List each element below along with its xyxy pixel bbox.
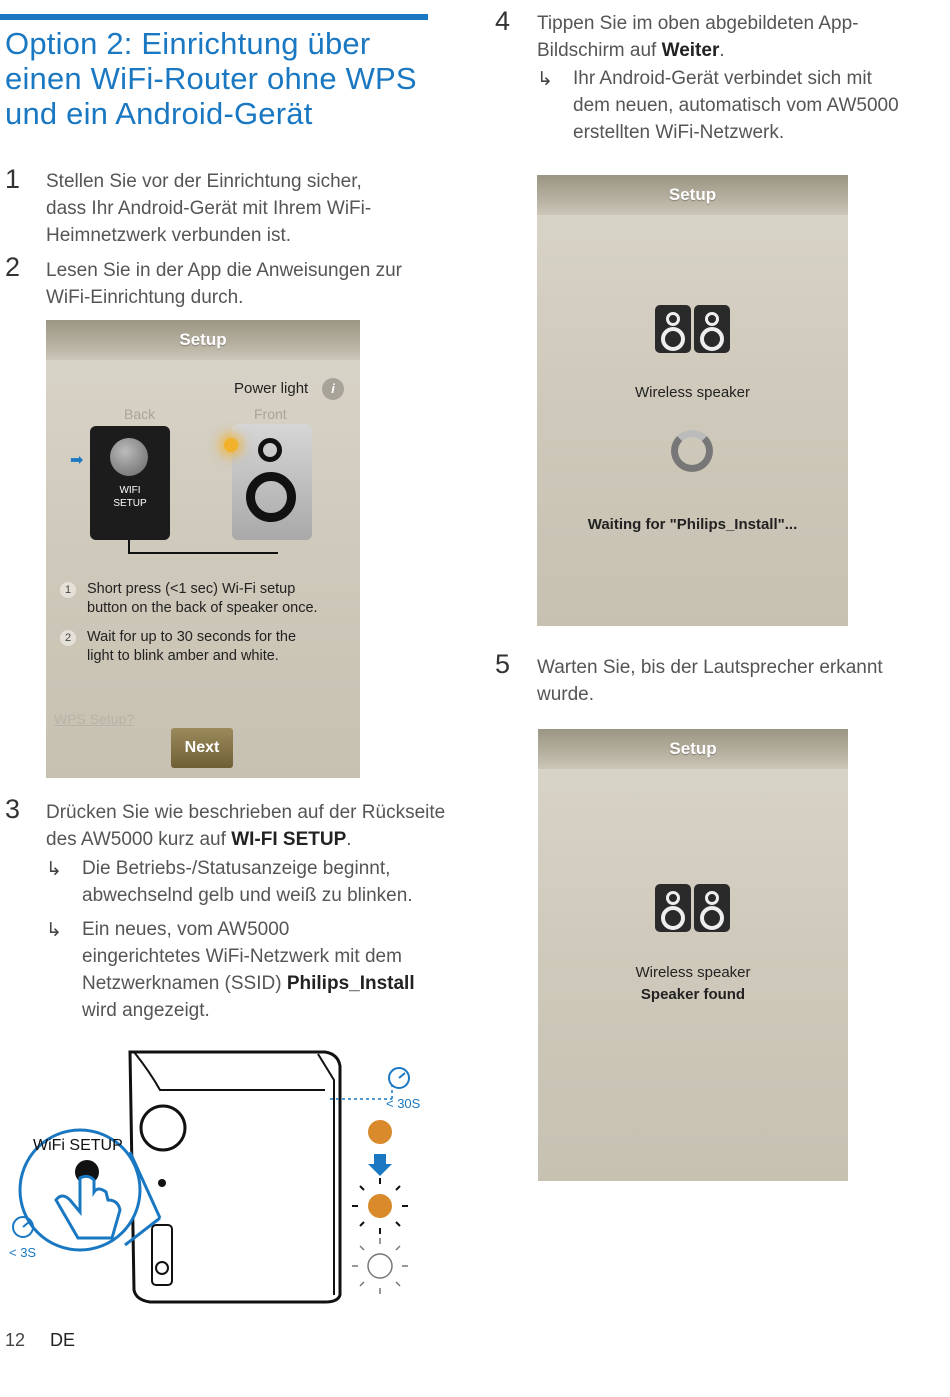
- speaker-front: [232, 424, 312, 540]
- info-icon[interactable]: i: [322, 378, 344, 400]
- instruction-number: 1: [60, 582, 76, 598]
- step-4-text: [537, 10, 937, 64]
- device-label: Wireless speaker: [635, 964, 751, 981]
- text-line: Stellen Sie vor der Einrichtung sicher,: [46, 171, 362, 192]
- language-code: DE: [50, 1330, 76, 1350]
- wifi-setup-button: [110, 438, 148, 476]
- screen-title: Setup: [538, 729, 848, 769]
- text-line: Warten Sie, bis der Lautsprecher erkannt: [537, 657, 883, 678]
- step-number: 2: [5, 252, 21, 282]
- app-screen-speaker-found: [538, 729, 848, 1181]
- speaker-icon: [694, 305, 730, 353]
- step-5-text: [537, 654, 937, 708]
- step-3-text: [46, 799, 446, 853]
- page-title: [5, 26, 435, 131]
- text-line: dem neuen, automatisch vom AW5000: [573, 95, 899, 116]
- text-line: dass Ihr Android-Gerät mit Ihrem WiFi-: [46, 198, 372, 219]
- loading-spinner-icon: [671, 430, 713, 472]
- text-line: Lesen Sie in der App die Anweisungen zur: [46, 260, 402, 281]
- text-line: des AW5000 kurz auf WI-FI SETUP.: [46, 829, 352, 850]
- speaker-back: [90, 426, 170, 540]
- amber-blinking-light-icon: [368, 1194, 392, 1218]
- wait-time-label: < 30S: [386, 1096, 421, 1111]
- text-line: Tippen Sie im oben abgebildeten App-: [537, 13, 859, 34]
- app-screen-setup-instructions: [46, 320, 360, 778]
- amber-light-icon: [368, 1120, 392, 1144]
- text-line: wird angezeigt.: [82, 1000, 210, 1021]
- speaker-found-status: Speaker found: [640, 986, 746, 1003]
- title-line: Option 2: Einrichtung über: [5, 26, 371, 61]
- instruction-1: [87, 580, 318, 618]
- step-3-result-1: [82, 855, 442, 909]
- text-line: Drücken Sie wie beschrieben auf der Rückseite: [46, 802, 446, 823]
- heading-rule: [0, 14, 428, 20]
- instruction-number: 2: [60, 630, 76, 646]
- power-light-label: Power light: [234, 380, 309, 397]
- text-line: Bildschirm auf Weiter.: [537, 40, 725, 61]
- waiting-status: Waiting for "Philips_Install"...: [587, 516, 798, 533]
- arrow-right-icon: ➡: [70, 452, 84, 469]
- text-line: Heimnetzwerk verbunden ist.: [46, 225, 291, 246]
- screen-title: Setup: [537, 175, 848, 215]
- step-number: 5: [495, 649, 511, 679]
- speaker-port: [141, 1106, 185, 1150]
- press-time-label: < 3S: [9, 1245, 37, 1260]
- wifi-btn-label: WIFI: [119, 485, 141, 496]
- app-screen-waiting: [537, 175, 848, 626]
- callout-label: WiFi SETUP: [33, 1137, 123, 1154]
- device-label: Wireless speaker: [634, 384, 751, 401]
- step-1-text: [46, 168, 436, 249]
- wifi-btn-label: SETUP: [113, 498, 147, 509]
- speaker-icon: [694, 884, 730, 932]
- page-number: 12: [5, 1330, 26, 1350]
- step-2-text: [46, 257, 436, 311]
- back-label: Back: [124, 406, 156, 422]
- front-label: Front: [254, 406, 287, 422]
- step-3-result-2: [82, 916, 442, 1024]
- step-number: 3: [5, 794, 21, 824]
- woofer-icon: [246, 472, 296, 522]
- result-arrow-icon: ↳: [46, 920, 62, 941]
- white-blinking-light-icon: [368, 1254, 392, 1278]
- speaker-jack: [158, 1179, 166, 1187]
- text-line: Netzwerknamen (SSID) Philips_Install: [82, 973, 415, 994]
- instruction-2: [87, 628, 296, 666]
- arrow-down-icon: [368, 1154, 392, 1176]
- text-line: wurde.: [537, 684, 595, 705]
- text-line: Die Betriebs-/Statusanzeige beginnt,: [82, 858, 391, 879]
- wifi-setup-illustration: [0, 1040, 440, 1310]
- step-4-result: [573, 65, 943, 146]
- result-arrow-icon: ↳: [537, 69, 553, 90]
- step-number: 1: [5, 164, 21, 194]
- text-line: abwechselnd gelb und weiß zu blinken.: [82, 885, 413, 906]
- speaker-icon: [655, 884, 691, 932]
- title-line: und ein Android-Gerät: [5, 96, 313, 131]
- text-line: Short press (<1 sec) Wi-Fi setup: [87, 581, 296, 597]
- text-line: eingerichtetes WiFi-Netzwerk mit dem: [82, 946, 402, 967]
- text-line: Ihr Android-Gerät verbindet sich mit: [573, 68, 872, 89]
- text-line: Ein neues, vom AW5000: [82, 919, 290, 940]
- result-arrow-icon: ↳: [46, 859, 62, 880]
- step-number: 4: [495, 6, 511, 36]
- screen-title: Setup: [46, 320, 360, 360]
- wps-setup-link[interactable]: WPS Setup?: [54, 711, 135, 727]
- text-line: erstellten WiFi-Netzwerk.: [573, 122, 785, 143]
- title-line: einen WiFi-Router ohne WPS: [5, 61, 417, 96]
- cable: [128, 552, 278, 554]
- power-light-icon: [224, 438, 238, 452]
- text-line: button on the back of speaker once.: [87, 600, 318, 616]
- speaker-panel: [152, 1225, 172, 1285]
- tweeter-icon: [258, 438, 282, 462]
- speaker-icon: [655, 305, 691, 353]
- text-line: WiFi-Einrichtung durch.: [46, 287, 244, 308]
- text-line: light to blink amber and white.: [87, 648, 279, 664]
- next-button[interactable]: Next: [171, 728, 233, 768]
- text-line: Wait for up to 30 seconds for the: [87, 629, 297, 645]
